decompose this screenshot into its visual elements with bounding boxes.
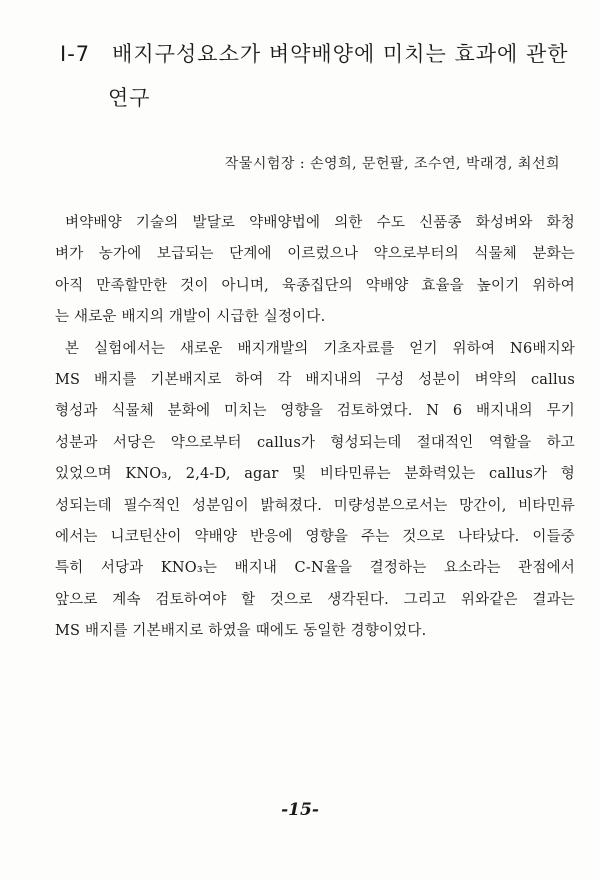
body-line: 에서는 니코틴산이 약배양 반응에 영향을 주는 것으로 나타났다. 이들중 bbox=[55, 528, 575, 545]
title-line-1 bbox=[60, 38, 569, 68]
author-list: 작물시험장 : 손영희, 문헌팔, 조수연, 박래경, 최선희 bbox=[224, 156, 560, 172]
body-line: 있었으며 KNO₃, 2,4-D, agar 및 비타민류는 분화력있는 callus가 형 bbox=[55, 466, 575, 483]
body-line: 는 새로운 배지의 개발이 시급한 실정이다. bbox=[55, 309, 326, 326]
section-number: Ⅰ-7 bbox=[60, 42, 91, 66]
body-line: 특히 서당과 KNO₃는 배지내 C-N율을 결정하는 요소라는 관점에서 bbox=[55, 560, 575, 577]
body-line: 본 실험에서는 새로운 배지개발의 기초자료를 얻기 위하여 N6배지와 bbox=[65, 340, 575, 357]
body-line: 형성과 식물체 분화에 미치는 영향을 검토하였다. N 6 배지내의 무기 bbox=[55, 403, 575, 420]
body-line: MS 배지를 기본배지로 하였을 때에도 동일한 경향이었다. bbox=[55, 623, 427, 640]
page-number: -15- bbox=[281, 800, 319, 820]
abstract-body bbox=[55, 208, 575, 647]
body-line: 벼가 농가에 보급되는 단계에 이르렀으나 약으로부터의 식물체 분화는 bbox=[55, 246, 575, 263]
body-line: 앞으로 계속 검토하여야 할 것으로 생각된다. 그리고 위와같은 결과는 bbox=[55, 591, 575, 608]
body-line: MS 배지를 기본배지로 하여 각 배지내의 구성 성분이 벼약의 callus bbox=[55, 371, 575, 388]
body-line: 벼약배양 기술의 발달로 약배양법에 의한 수도 신품종 화성벼와 화청 bbox=[65, 215, 575, 231]
title-line-2: 연구 bbox=[108, 86, 151, 110]
title-text-1: 배지구성요소가 벼약배양에 미치는 효과에 관한 bbox=[112, 42, 569, 66]
body-line: 성분과 서당은 약으로부터 callus가 형성되는데 절대적인 역할을 하고 bbox=[55, 434, 575, 451]
body-line: 성되는데 필수적인 성분임이 밝혀졌다. 미량성분으로서는 망간이, 비타민류 bbox=[55, 497, 575, 514]
body-line: 아직 만족할만한 것이 아니며, 육종집단의 약배양 효율을 높이기 위하여 bbox=[55, 277, 575, 294]
